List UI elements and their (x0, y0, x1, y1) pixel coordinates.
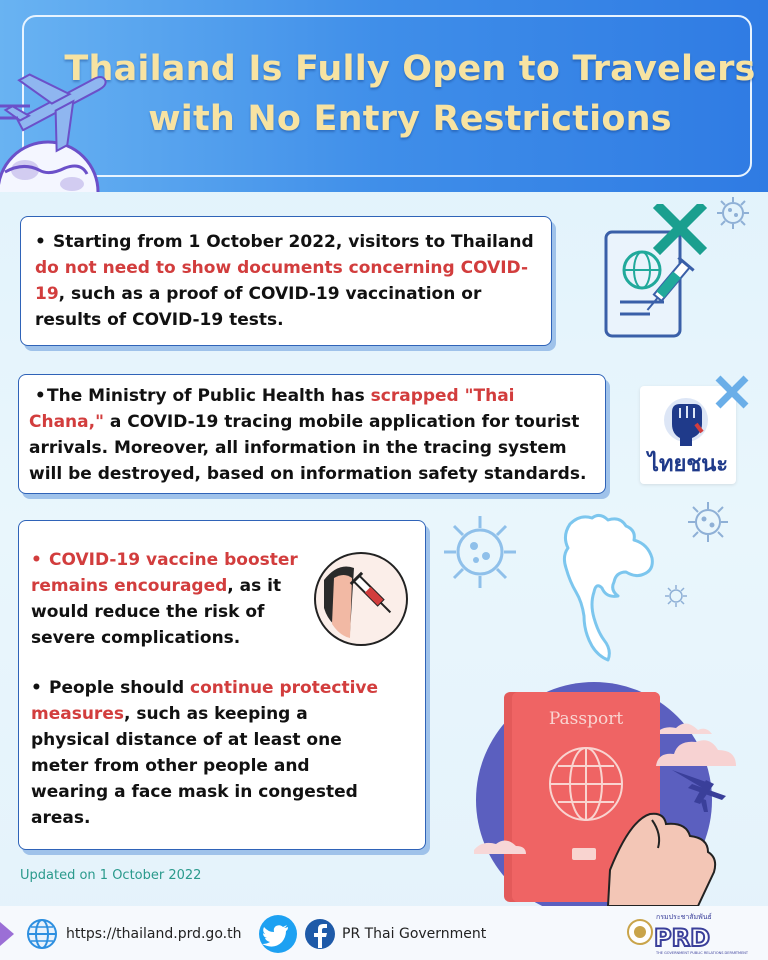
prd-english-name: THE GOVERNMENT PUBLIC RELATIONS DEPARTMENT (656, 951, 749, 955)
globe-icon[interactable] (26, 918, 58, 950)
virus-icon (440, 512, 520, 592)
vaccine-certificate-crossed-icon (600, 204, 712, 340)
page-title (60, 44, 760, 144)
title-line-1: Thailand Is Fully Open to Travelers (64, 49, 756, 89)
virus-icon (686, 500, 730, 544)
plane-globe-icon (0, 60, 110, 192)
info-card-entry-documents (20, 216, 552, 346)
booster-text: • COVID-19 vaccine booster remains encouraged, as it would reduce the risk of severe complications. (31, 547, 299, 651)
prd-thai-name: กรมประชาสัมพันธ์ (656, 913, 712, 921)
social-handle-link[interactable]: PR Thai Government (342, 926, 487, 942)
passport-label: Passport (548, 709, 624, 729)
entry-documents-text: • Starting from 1 October 2022, visitors to Thailand do not need to show documents concerning COVID-19, such as a proof of COVID-19 vaccination or results of COVID-19 tests. (35, 229, 537, 333)
highlight-text: do not need to show documents concerning COVID-19 (35, 258, 529, 304)
raised-fist-icon (660, 394, 716, 446)
title-line-2: with No Entry Restrictions (148, 99, 672, 139)
thai-chana-logo-text: ไทยชนะ (647, 452, 729, 477)
highlight-text: COVID-19 vaccine booster remains encouraged (31, 550, 298, 596)
twitter-icon[interactable] (258, 914, 298, 954)
bullet: • (31, 550, 42, 570)
passport-illustration (462, 680, 768, 906)
thai-chana-text: •The Ministry of Public Health has scrapped "Thai Chana," a COVID-19 tracing mobile application for tourist arrivals. Moreover, all information in the tracing system will be destroyed, based on information safety standards. (29, 383, 595, 487)
facebook-icon[interactable] (304, 918, 336, 950)
cloud-icon (650, 736, 740, 770)
prd-logo (626, 908, 766, 958)
prd-label: PRD (654, 924, 710, 952)
footer-accent-shape (0, 922, 16, 946)
updated-date: Updated on 1 October 2022 (20, 868, 202, 883)
bullet: • (29, 386, 46, 406)
highlight-text: continue protective measures (31, 678, 379, 724)
close-x-icon (712, 372, 752, 412)
thailand-map-icon (560, 510, 670, 666)
protective-measures-text: • People should continue protective measures, such as keeping a physical distance of at least one meter from other people and wearing a face mask in congested areas. (31, 675, 391, 831)
highlight-text: scrapped "Thai Chana," (29, 386, 515, 432)
bullet: • (35, 232, 46, 252)
info-card-thai-chana (18, 374, 606, 494)
website-link[interactable]: https://thailand.prd.go.th (66, 926, 242, 942)
bullet: • (31, 678, 42, 698)
virus-icon (716, 196, 750, 230)
vaccine-injection-icon (312, 550, 410, 648)
